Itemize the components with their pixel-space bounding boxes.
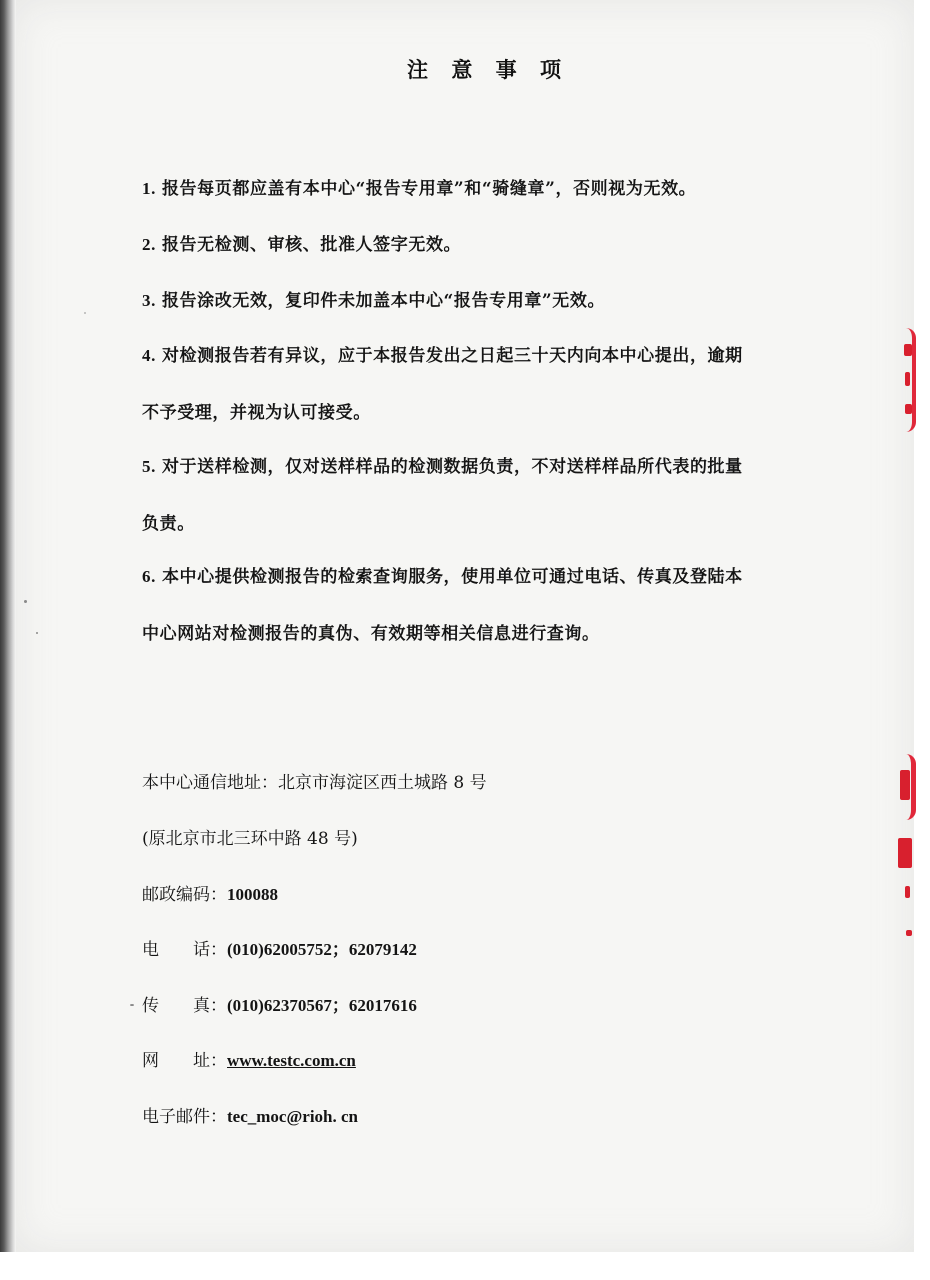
email-value: tec_moc@rioh. cn [227, 1107, 358, 1126]
scan-speck [130, 1004, 134, 1006]
fax-line [142, 991, 417, 1016]
notice-item-5 [142, 452, 743, 477]
notice-number: 1. [142, 179, 156, 198]
page-title: 注 意 事 项 [407, 57, 569, 82]
notice-number: 2. [142, 235, 156, 254]
address-label: 本中心通信地址： [142, 773, 278, 793]
fax-label: 传 真： [142, 996, 227, 1016]
phone-line [142, 935, 417, 960]
notice-text: 报告涂改无效，复印件未加盖本中心“报告专用章”无效。 [161, 291, 606, 311]
scan-bottom-margin [0, 1252, 930, 1280]
notice-item-2 [142, 230, 461, 255]
notice-text: 报告每页都应盖有本中心“报告专用章”和“骑缝章”，否则视为无效。 [161, 179, 697, 199]
notice-number: 5. [142, 457, 156, 476]
seal-mark [906, 930, 912, 936]
seal-mark [905, 404, 912, 414]
seal-mark [904, 344, 912, 356]
former-address-line [142, 824, 358, 849]
notice-item-3 [142, 286, 605, 311]
seal-mark [905, 886, 910, 898]
seal-mark [905, 372, 910, 386]
postcode-line [142, 880, 278, 905]
email-label: 电子邮件： [142, 1107, 227, 1127]
former-address-value: (原北京市北三环中路 48 号) [142, 829, 358, 849]
fax-value: (010)62370567；62017616 [227, 996, 417, 1015]
seal-mark [900, 770, 910, 800]
scan-speck [36, 632, 38, 634]
scan-speck [24, 600, 27, 603]
notice-text: 对检测报告若有异议，应于本报告发出之日起三十天内向本中心提出，逾期 [161, 346, 743, 366]
email-line [142, 1102, 358, 1127]
website-link[interactable]: www.testc.com.cn [227, 1051, 356, 1070]
notice-number: 3. [142, 291, 156, 310]
notice-item-4-continued: 不予受理，并视为认可接受。 [142, 403, 371, 423]
notice-text: 报告无检测、审核、批准人签字无效。 [161, 235, 462, 255]
notice-item-5-continued: 负责。 [142, 514, 195, 534]
notice-item-1 [142, 174, 696, 199]
scan-speck [84, 312, 86, 314]
website-line [142, 1046, 356, 1071]
notice-number: 6. [142, 567, 156, 586]
notice-item-4 [142, 341, 743, 366]
scan-binding-edge [0, 0, 16, 1280]
seal-mark [898, 838, 912, 868]
notice-item-6 [142, 562, 743, 587]
address-line [142, 768, 487, 793]
phone-value: (010)62005752；62079142 [227, 940, 417, 959]
phone-label: 电 话： [142, 940, 227, 960]
notice-text: 本中心提供检测报告的检索查询服务，使用单位可通过电话、传真及登陆本 [161, 567, 743, 587]
address-value: 北京市海淀区西土城路 8 号 [278, 773, 487, 793]
notice-item-6-continued: 中心网站对检测报告的真伪、有效期等相关信息进行查询。 [142, 624, 600, 644]
website-label: 网 址： [142, 1051, 227, 1071]
notice-number: 4. [142, 346, 156, 365]
postcode-value: 100088 [227, 885, 278, 904]
notice-text: 对于送样检测，仅对送样样品的检测数据负责，不对送样样品所代表的批量 [161, 457, 743, 477]
postcode-label: 邮政编码： [142, 885, 227, 905]
